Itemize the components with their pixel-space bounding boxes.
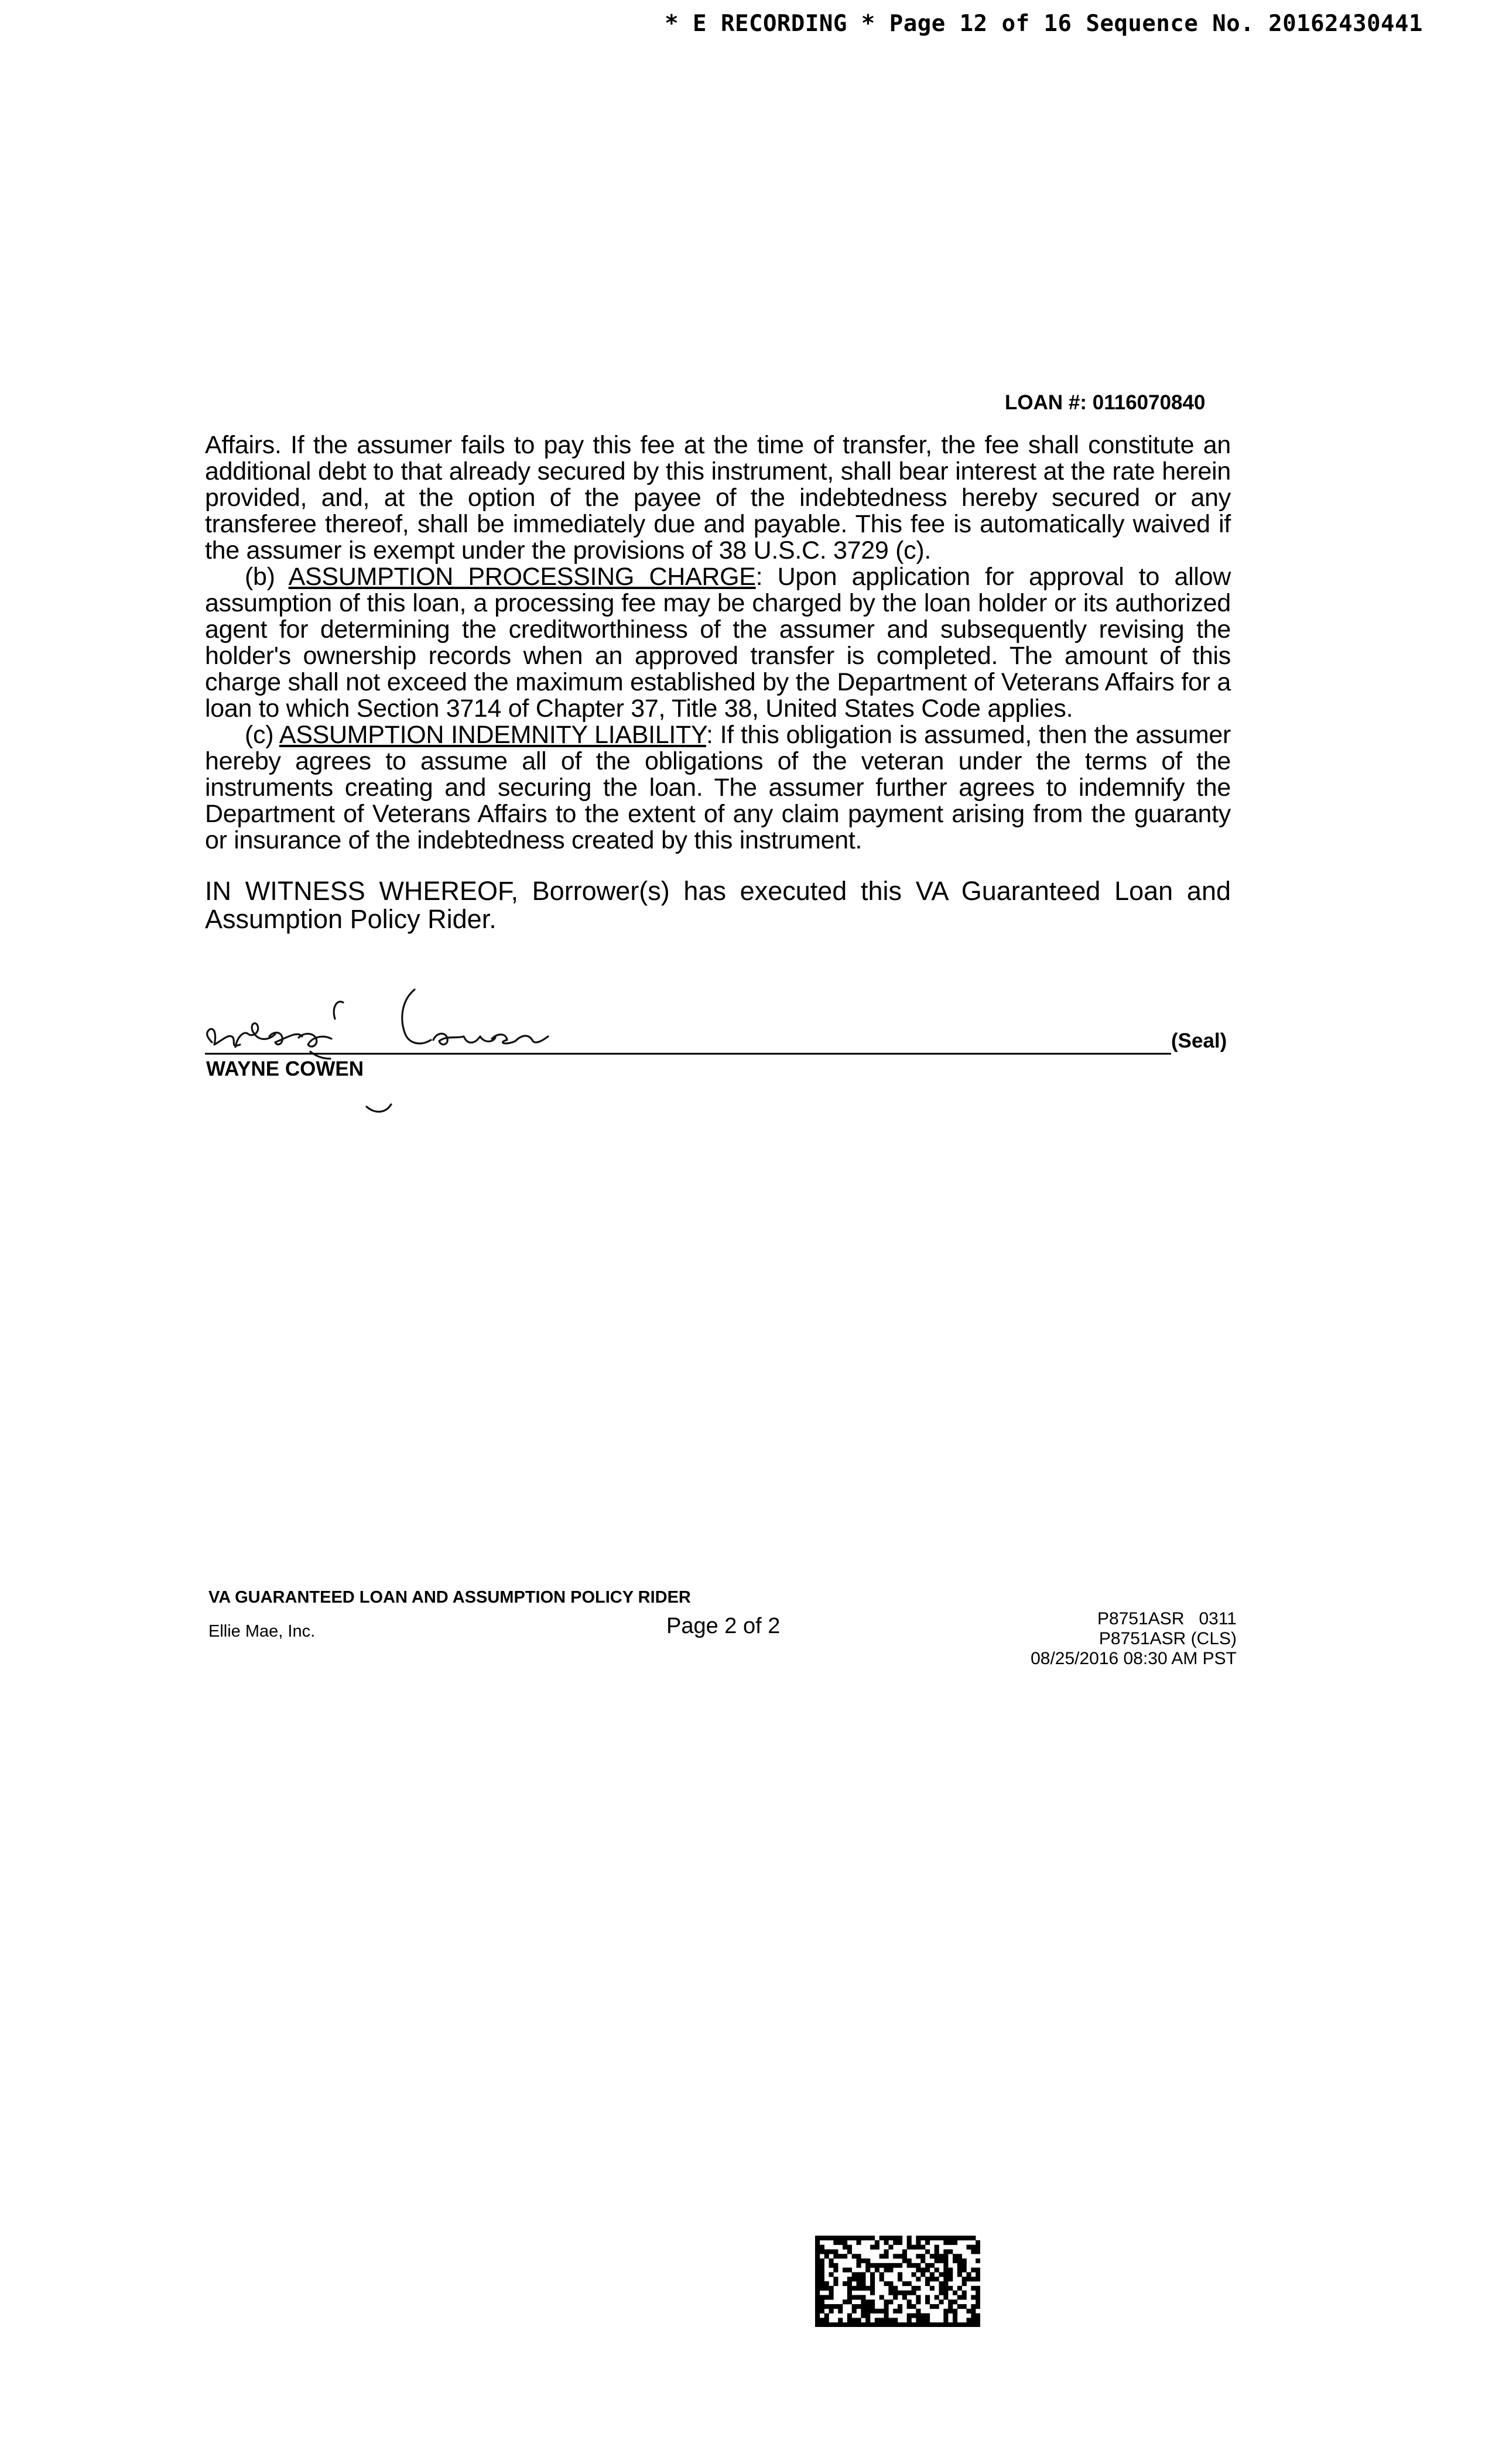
recording-header: * E RECORDING * Page 12 of 16 Sequence No. 20162430441 [665,11,1423,37]
clause-b-text: : Upon application for approval to allow assumption of this loan, a processing fee may be charged by the loan holder or its authorized agent for determining the creditworthiness of the assumer and subsequently revising the holder's ownership records when an approved transfer is completed. The amount of this charge shall not exceed the maximum established by the Department of Veterans Affairs for a loan to which Section 3714 of Chapter 37, Title 38, United States Code applies. [205,563,1231,723]
rider-body [205,432,1231,854]
loan-label: LOAN #: [1005,391,1087,414]
clause-c-heading: ASSUMPTION INDEMNITY LIABILITY [279,721,706,749]
datamatrix-barcode [815,2236,980,2327]
signature-line [205,1053,1171,1055]
signature-block [199,984,1241,1124]
page-indicator: Page 2 of 2 [666,1614,781,1638]
signer-name: WAYNE COWEN [206,1058,364,1080]
print-timestamp: 08/25/2016 08:30 AM PST [1031,1649,1237,1668]
handwritten-signature [199,984,562,1118]
form-title: VA GUARANTEED LOAN AND ASSUMPTION POLICY RIDER [208,1588,691,1607]
clause-c-text: : If this obligation is assumed, then the assumer hereby agrees to assume all of the obligations of the veteran under the terms of the instruments creating and securing the loan. The assumer further agrees to indemnify the Department of Veterans Affairs to the extent of any claim payment arising from the guaranty or insurance of the indebtedness created by this instrument. [205,721,1231,854]
loan-number: 0116070840 [1092,391,1206,414]
clause-b-heading: ASSUMPTION PROCESSING CHARGE [288,563,756,591]
paragraph-indemnity-liability [205,722,1231,854]
clause-c-marker: (c) [245,721,274,749]
form-code-1: P8751ASR 0311 [1097,1609,1237,1628]
clause-b-marker: (b) [245,563,275,591]
witness-statement: IN WITNESS WHEREOF, Borrower(s) has executed this VA Guaranteed Loan and Assumption Policy Rider. [205,876,1231,934]
loan-number-line [1005,391,1205,415]
paragraph-processing-charge [205,564,1231,722]
seal-label: (Seal) [1171,1029,1227,1052]
form-codes [1031,1609,1237,1669]
form-code-2: P8751ASR (CLS) [1098,1629,1237,1648]
paragraph-fee: Affairs. If the assumer fails to pay this fee at the time of transfer, the fee shall constitute an additional debt to that already secured by this instrument, shall bear interest at the rate herein provided, and, at the option of the payee of the indebtedness hereby secured or any transferee thereof, shall be immediately due and payable. This fee is automatically waived if the assumer is exempt under the provisions of 38 U.S.C. 3729 (c). [205,431,1231,564]
company-name: Ellie Mae, Inc. [208,1622,316,1641]
